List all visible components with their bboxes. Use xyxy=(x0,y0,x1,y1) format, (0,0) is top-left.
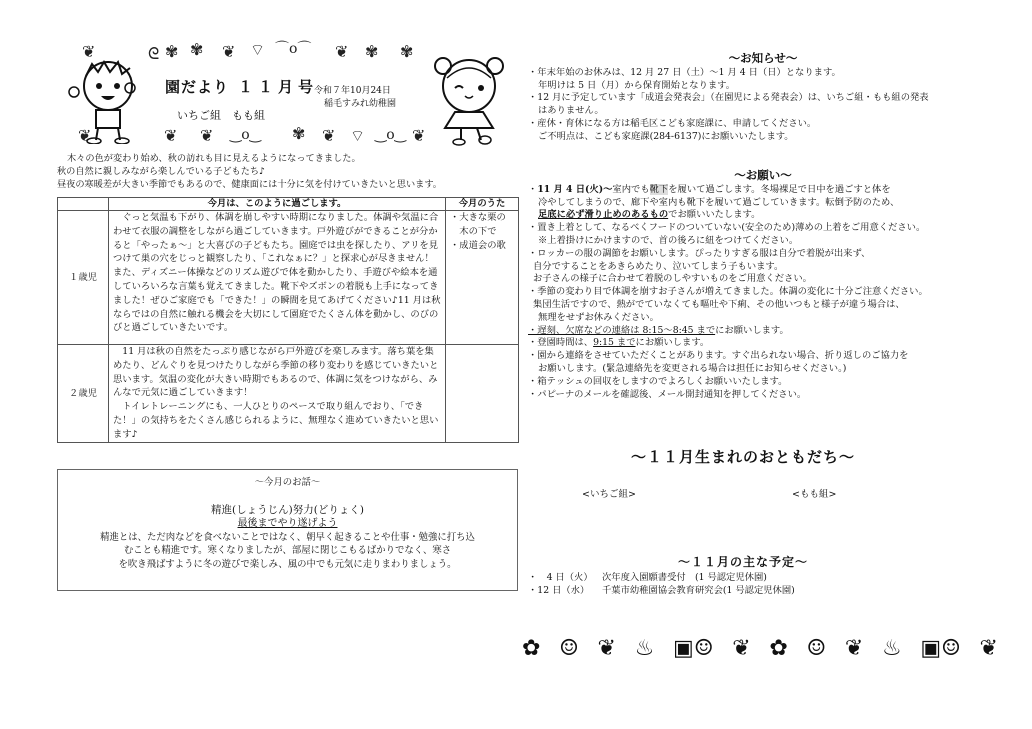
flower-bouquet-icon: ✿ xyxy=(522,635,541,661)
leaf-icon: ❦ xyxy=(82,42,96,61)
leaf-icon: ❦ xyxy=(844,635,864,661)
swirl-icon: ‿o‿ xyxy=(375,127,406,143)
request-cont: 集団生活ですので、熱がでていなくても嘔吐や下痢、その他いつもと様子が違う場合は、 xyxy=(533,298,905,310)
notice-cont: ご不明点は、こども家庭課(284-6137)にお願いいたします。 xyxy=(538,130,794,142)
request-cont: お子さんの様子に合わせて着脱のしやすいものをご用意ください。 xyxy=(533,273,812,285)
leaf-icon: ❦ xyxy=(222,42,236,61)
schedule-item xyxy=(528,584,795,597)
swirl-icon: ⌒o⌒ xyxy=(275,41,312,57)
emphasis-text: 足底に必ず滑り止めのあるもの xyxy=(538,209,669,221)
ginkgo-leaf-icon: ⌔ xyxy=(250,40,266,59)
activity-text: トイレトレーニングにも、一人ひとりのペースで取り組んでおり、「できた！」の気持ちをたくさん感じられるように、無理なく進めていきたいと思います♪ xyxy=(113,401,439,440)
underlined-text: ・遅刻、欠席などの連絡は 8:15～8:45 まで xyxy=(528,324,716,336)
swirl-icon: ᘓ xyxy=(148,44,160,63)
request-item: ・季節の変わり目で体調を崩すお子さんが増えてきました。体調の変化に十分ご注意ください。 xyxy=(528,286,928,298)
maple-leaf-icon: ✾ xyxy=(165,42,179,61)
schedule-title: ～１１月の主な予定～ xyxy=(677,555,808,569)
leaf-icon: ❦ xyxy=(78,126,92,145)
request-date: 11 月 4 日(火)～ xyxy=(537,183,613,195)
maple-leaf-icon: ✾ xyxy=(190,40,204,59)
activity-cell xyxy=(109,345,446,443)
request-item: ・ロッカーの服の調節をお願いします。ぴったりすぎる服は自分で着脱が出来ず、 xyxy=(528,247,871,259)
request-item: ・11 月 4 日(火)～室内でも靴下を履いて過ごします。冬場裸足で日中を過ごすと体を xyxy=(528,183,891,195)
leaf-icon: ❦ xyxy=(732,635,751,661)
schedule-event: 次年度入園願書受付 (1 号認定児休園) xyxy=(602,572,767,583)
cake-icon: ♨ xyxy=(881,635,902,661)
notice-item: ・産休・育休になる方は稲毛区こども家庭課に、申請してください。 xyxy=(528,117,817,129)
maple-leaf-icon: ✾ xyxy=(400,42,414,61)
story-line: 精進とは、ただ肉などを食べないことではなく、朝早く起きることや仕事・勉強に打ち込 xyxy=(100,531,475,543)
schedule-date: ・ 4 日（火） xyxy=(528,572,593,583)
monthly-plan-table xyxy=(57,197,519,443)
song-cell xyxy=(446,345,519,443)
leaf-icon: ❦ xyxy=(335,42,349,61)
notice-cont: 年明けは 5 日（月）から保育開始となります。 xyxy=(538,79,736,91)
request-item xyxy=(528,325,998,338)
leaf-icon: ❦ xyxy=(412,126,426,145)
acorn-character-icon: ☺ xyxy=(806,635,827,661)
request-text: にお願いします。 xyxy=(635,337,710,349)
activity-text: 11 月は秋の自然をたっぷり感じながら戸外遊びを楽しみます。落ち葉を集めたり、どんぐりを見つけたりしながら季節の移り変わりを感じていきたいと思います。気温の変化が大きい時期でもあるので、体調に気をつけながら、みんなで元気に過ごしていきます！ xyxy=(113,346,439,399)
schedule-date: ・12 日（水） xyxy=(528,585,590,596)
requests-title: ～お願い～ xyxy=(734,168,792,182)
flower-bouquet-icon: ✿ xyxy=(769,635,788,661)
monthly-story-box xyxy=(57,469,518,591)
highlighted-text: 靴下 xyxy=(649,183,669,195)
class-names: いちご組 もも組 xyxy=(177,109,265,122)
ginkgo-leaf-icon: ⌔ xyxy=(350,126,366,145)
leaf-icon: ❦ xyxy=(200,126,214,145)
requests-section xyxy=(528,169,998,401)
notice-cont: はありません。 xyxy=(538,105,604,117)
song-cell xyxy=(446,211,519,345)
intro-line: 秋の自然に親しみながら楽しんでいる子どもたち♪ xyxy=(57,166,265,177)
story-heading: 精進(しょうじん)努力(どりょく) xyxy=(211,503,364,516)
notice-item: ・12 月に予定しています「成道会発表会」（在園児による発表会）は、いちご組・もも組の発表 xyxy=(528,92,929,104)
request-item xyxy=(528,337,998,350)
request-cont: 冷やしてしまうので、廊下や室内も靴下を履いて過ごしていきます。転倒予防のため、 xyxy=(538,196,900,208)
birthdays-title: ～１１月生まれのおともだち～ xyxy=(630,448,855,466)
notices-section xyxy=(528,52,998,144)
song-item: ・成道会の歌 xyxy=(450,239,506,251)
gift-icon: ▣☺ xyxy=(920,635,961,661)
story-line: むことも精進です。寒くなりましたが、部屋に閉じこもるばかりでなく、寒さ xyxy=(123,545,452,556)
notices-title: ～お知らせ～ xyxy=(728,51,798,65)
request-text: を履いて過ごします。冬場裸足で日中を過ごすと体を xyxy=(668,183,891,195)
leaf-icon: ❦ xyxy=(322,126,336,145)
activity-cell xyxy=(109,211,446,345)
notice-item: ・年末年始のお休みは、12 月 27 日（土）～1 月 4 日（日）となります。 xyxy=(528,66,841,78)
table-row xyxy=(58,211,519,345)
story-line: を吹き飛ばすように冬の遊びで楽しみ、風の中でも元気に走りまわりましょう。 xyxy=(118,558,457,570)
request-item: ・置き上着として、なるべくフードのついていない(安全のため)薄めの上着をご用意ください。 xyxy=(528,222,926,234)
request-item: ・箱テッシュの回収をしますのでよろしくお願いいたします。 xyxy=(528,375,788,387)
song-item: 木の下で xyxy=(450,225,497,237)
song-item: ・大きな栗の xyxy=(450,212,506,223)
schedule-event: 千葉市幼稚園協会教育研究会(1 号認定児休園) xyxy=(602,585,795,596)
girl-character-icon xyxy=(425,52,515,147)
acorn-character-icon: ☺ xyxy=(559,635,579,661)
swirl-icon: ‿o‿ xyxy=(230,127,261,143)
newsletter-title: 園だより xyxy=(165,78,230,96)
age-cell: ２歳児 xyxy=(58,345,109,443)
header-songs: 今月のうた xyxy=(446,198,519,211)
header-activities: 今月は、このように過ごします。 xyxy=(109,198,446,211)
activity-text: ぐっと気温も下がり、体調を崩しやすい時期になりました。体調や気温に合わせて衣服の調整をしながら過ごしていきます。戸外遊びができることが分かると「やったぁ～」と大喜びの子どもたち。園庭では虫を探したり、アリを見つけて巣の穴をじっと観察したり、「これなぁに？」と探求心が尽きません！また、ディズニー体操などのリズム遊びで体を動かしたり、手遊びや絵本を通していろいろな言葉も覚えてきました。靴下やズボンの着脱も上手になってきました！ぜひご家庭でも「できた！」の瞬間を見てあげてください♪11 月は秋ならではの自然に触れる機会を大切にして園庭でたくさん体を動かし、のびのびと過ごしていきたいです。 xyxy=(113,212,441,334)
request-item: ・園から連絡をさせていただくことがあります。すぐ出られない場合、折り返しのご協力を xyxy=(528,350,909,362)
issue-number: １１月号 xyxy=(238,78,319,96)
table-row xyxy=(58,345,519,443)
request-cont: お願いします。(緊急連絡先を変更される場合は担任にお知らせください。) xyxy=(538,362,847,374)
maple-leaf-icon: ✾ xyxy=(292,124,306,143)
underlined-text: 9:15 まで xyxy=(593,337,636,349)
request-item: ・パピーナのメールを確認後、メール開封通知を押してください。 xyxy=(528,388,807,400)
leaf-icon: ❦ xyxy=(979,635,998,661)
leaf-icon: ❦ xyxy=(164,126,178,145)
request-cont: 自分ですることをあきらめたり、泣いてしまう子もいます。 xyxy=(533,260,784,272)
gift-icon: ▣☺ xyxy=(673,635,714,661)
schedule-item xyxy=(528,571,795,584)
school-name: 稲毛すみれ幼稚園 xyxy=(324,99,397,109)
request-cont: ※上着掛けにかけますので、首の後ろに紐をつけてください。 xyxy=(538,234,799,246)
schedule-list xyxy=(528,571,795,597)
cake-icon: ♨ xyxy=(634,635,655,661)
issue-date: 令和７年10月24日 xyxy=(314,86,391,96)
request-text: にお願いします。 xyxy=(715,324,789,336)
request-cont xyxy=(528,209,998,222)
intro-text xyxy=(57,152,527,191)
ichigo-class-label: <いちご組> xyxy=(582,489,636,500)
decorative-border xyxy=(522,628,998,668)
request-cont: 無理をせずお休みください。 xyxy=(538,311,659,323)
table-header-row xyxy=(58,198,519,211)
leaf-icon: ❦ xyxy=(597,635,616,661)
momo-class-label: <もも組> xyxy=(792,489,837,500)
story-title: ～今月のお話～ xyxy=(254,477,321,488)
age-cell: １歳児 xyxy=(58,211,109,345)
request-text: 室内でも xyxy=(612,183,650,195)
intro-line: 昼夜の寒暖差が大きい季節でもあるので、健康面には十分に気を付けていきたいと思います。 xyxy=(57,179,442,190)
header-age xyxy=(58,198,109,211)
request-text: でお願いいたします。 xyxy=(668,209,761,221)
story-subheading: 最後までやり遂げよう xyxy=(237,518,338,529)
maple-leaf-icon: ✾ xyxy=(365,42,379,61)
request-text: ・登園時間は、 xyxy=(528,337,594,349)
intro-line: 木々の色が変わり始め、秋の訪れも目に見えるようになってきました。 xyxy=(67,153,361,164)
